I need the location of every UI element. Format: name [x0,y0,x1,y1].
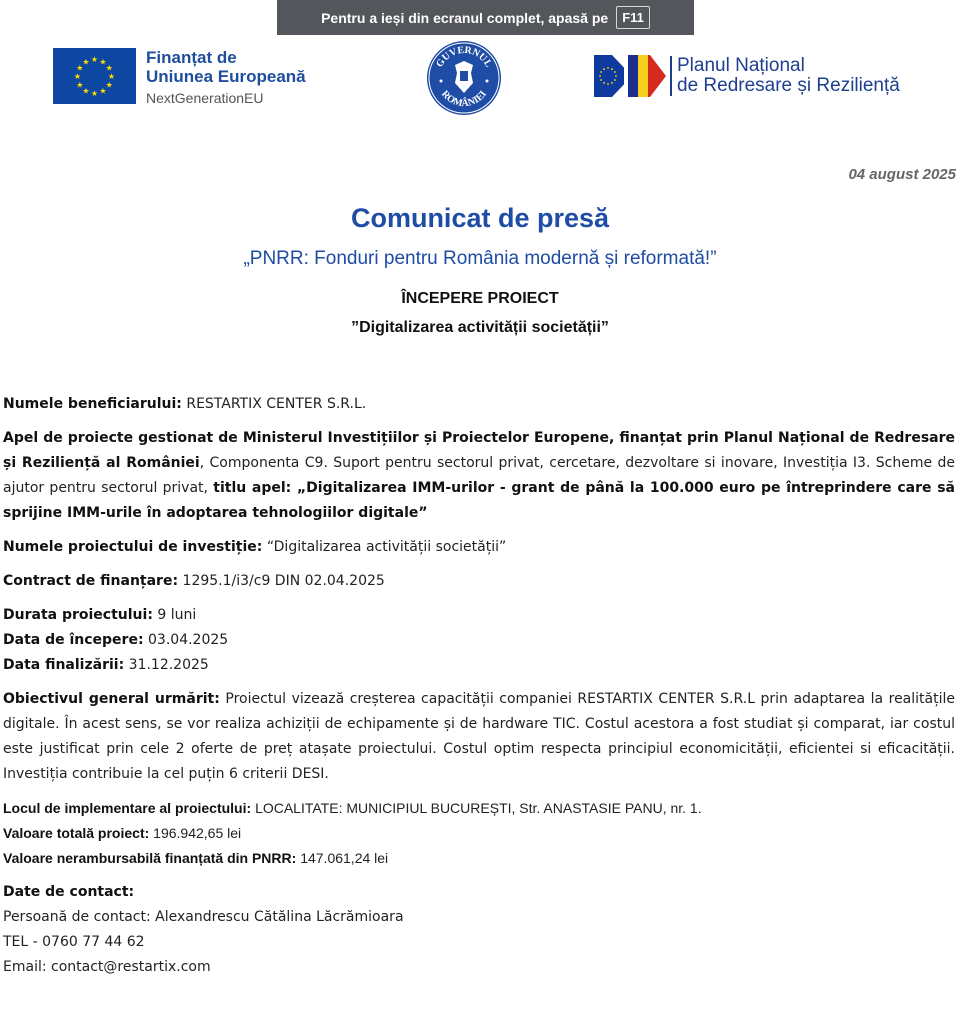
press-release-body [3,392,955,980]
pnrr-logo [594,55,900,97]
eu-logo-line3: NextGenerationEU [146,90,264,106]
project-name-heading: ”Digitalizarea activității societății” [351,319,609,336]
eu-star-icon: ★ [105,63,113,73]
objective-label: Obiectivul general urmărit [3,691,215,707]
pnrr-star-icon [599,75,601,77]
beneficiary-label: Numele beneficiarului [3,396,177,412]
eu-logo-line1: Finanțat de [146,48,237,67]
end-date-label: Data finalizării [3,657,119,673]
eu-star-icon: ★ [90,89,99,98]
eu-star-icon: ★ [99,86,107,96]
call-paragraph [3,426,955,526]
location-label: Locul de implementare al proiectului [3,800,247,816]
pnrr-star-icon [611,68,613,70]
pnrr-star-icon [603,82,605,84]
eu-logo-line2: Uniunea Europeană [146,67,306,86]
pnrr-star-icon [603,68,605,70]
contract-row: Contract de finanțare: 1295.1/i3/c9 DIN 02.04.2025 [3,573,385,589]
eu-star-icon: ★ [76,80,84,90]
contract-label: Contract de finanțare [3,573,173,589]
grant-value-label: Valoare nerambursabilă finanțată din PNRR [3,850,292,866]
objective-value: Proiectul vizează creșterea capacității companiei RESTARTIX CENTER S.R.L prin adaptarea la realitățile digitale. În acest sens, se vor realiza achiziții de echipamente și de hardware TIC. Costul acestora a fost studiat și comparat, iar costul este justificat prin cele 2 oferte de preț atașate proiectului. Costul optim respecta principiul economicității, eficientei si eficacității. Investiția contribuie la cel puțin 6 criterii DESI. [3,691,955,782]
page-title: Comunicat de presă [350,203,610,233]
project-start-heading: ÎNCEPERE PROIECT [401,290,559,307]
duration-row: Durata proiectului: 9 luni [3,607,197,623]
eu-funding-logo [53,48,306,106]
release-date: 04 august 2025 [848,166,956,183]
contact-email[interactable]: Email: contact@restartix.com [3,959,211,975]
location-row: Locul de implementare al proiectului: LOCALITATE: MUNICIPIUL BUCUREȘTI, Str. ANASTASIE PANU, nr. 1. [3,800,702,816]
pnrr-arrows-icon [594,55,666,97]
pnrr-star-icon [615,75,617,77]
project-name-label: Numele proiectului de investiție [3,539,257,555]
government-seal-logo [425,39,503,117]
eu-star-icon: ★ [105,80,113,90]
contact-heading-row [3,880,955,905]
grant-value-value: 147.061,24 lei [300,850,389,866]
grant-value-row: Valoare nerambursabilă finanțată din PNRR: 147.061,24 lei [3,850,389,866]
location-value: LOCALITATE: MUNICIPIUL BUCUREȘTI, Str. ANASTASIE PANU, nr. 1. [255,800,702,816]
project-name-row: Numele proiectului de investiție: “Digitalizarea activității societății” [3,539,507,555]
pnrr-star-icon [607,83,609,85]
beneficiary-value: RESTARTIX CENTER S.R.L. [186,396,367,412]
contact-phone: TEL - 0760 77 44 62 [3,934,145,950]
start-date-label: Data de începere [3,632,138,648]
fullscreen-exit-banner [277,0,694,35]
project-name-value: “Digitalizarea activității societății” [266,539,507,555]
pnrr-logo-line2: de Redresare și Reziliență [677,75,900,96]
pnrr-star-icon [607,67,609,69]
contact-label: Date de contact: [3,884,135,900]
start-date-row: Data de începere: 03.04.2025 [3,632,229,648]
page-subtitle: „PNRR: Fonduri pentru România modernă și reformată!” [243,248,717,269]
pnrr-star-icon [614,71,616,73]
contract-value: 1295.1/i3/c9 DIN 02.04.2025 [182,573,385,589]
call-text: , Componenta C9. Suport pentru sectorul privat, cercetare, dezvoltare si inovare, Investiția I3. Scheme de ajutor pentru sectorul privat, [3,455,955,496]
eu-star-icon: ★ [99,57,107,67]
fullscreen-banner-text: Pentru a ieși din ecranul complet, apasă pe [321,9,609,26]
pnrr-logo-line1: Planul Național [677,55,805,76]
end-date-row: Data finalizării: 31.12.2025 [3,657,209,673]
objective-paragraph: Obiectivul general urmărit: Proiectul vizează creșterea capacității companiei RESTARTIX CENTER S.R.L prin adaptarea la realitățile digitale. În acest sens, se vor realiza achiziții de echipamente și de hardware TIC. Costul acestora a fost studiat și comparat, iar costul este justificat prin cele 2 oferte de preț atașate proiectului. Costul optim respecta principiul economicității, eficientei si eficacității. Investiția contribuie la cel puțin 6 criterii DESI. [3,691,955,782]
eu-flag-icon [53,48,136,104]
f11-key-badge: F11 [616,6,650,29]
end-date-value: 31.12.2025 [128,657,209,673]
total-value-value: 196.942,65 lei [153,825,242,841]
seal-bottom-text: ROMÂNIEI [438,88,490,110]
pnrr-star-icon [600,79,602,81]
beneficiary-row: Numele beneficiarului: RESTARTIX CENTER S.R.L. [3,396,367,412]
contact-person: Persoană de contact: Alexandrescu Cătălina Lăcrămioara [3,909,404,925]
start-date-value: 03.04.2025 [148,632,229,648]
total-value-label: Valoare totală proiect [3,825,145,841]
eu-star-icon: ★ [107,72,116,81]
call-title: titlu apel: „Digitalizarea IMM-urilor - grant de până la 100.000 euro pe întreprindere care să sprijine IMM-urile în adoptarea tehnologiilor digitale” [3,480,955,521]
pnrr-star-icon [600,71,602,73]
seal-top-text: GUVERNUL [434,44,494,70]
call-bold-text: Apel de proiecte gestionat de Ministerul Investițiilor și Proiectelor Europene, finanțat prin Planul Național de Redresare și Reziliență al României [3,430,955,471]
eu-star-icon: ★ [90,55,99,64]
eu-star-icon: ★ [76,63,84,73]
total-value-row: Valoare totală proiect: 196.942,65 lei [3,825,242,841]
eu-star-icon: ★ [82,57,90,67]
eu-star-icon: ★ [73,72,82,81]
pnrr-star-icon [611,82,613,84]
duration-label: Durata proiectului [3,607,148,623]
duration-value: 9 luni [157,607,197,623]
eu-star-icon: ★ [82,86,90,96]
pnrr-star-icon [614,79,616,81]
